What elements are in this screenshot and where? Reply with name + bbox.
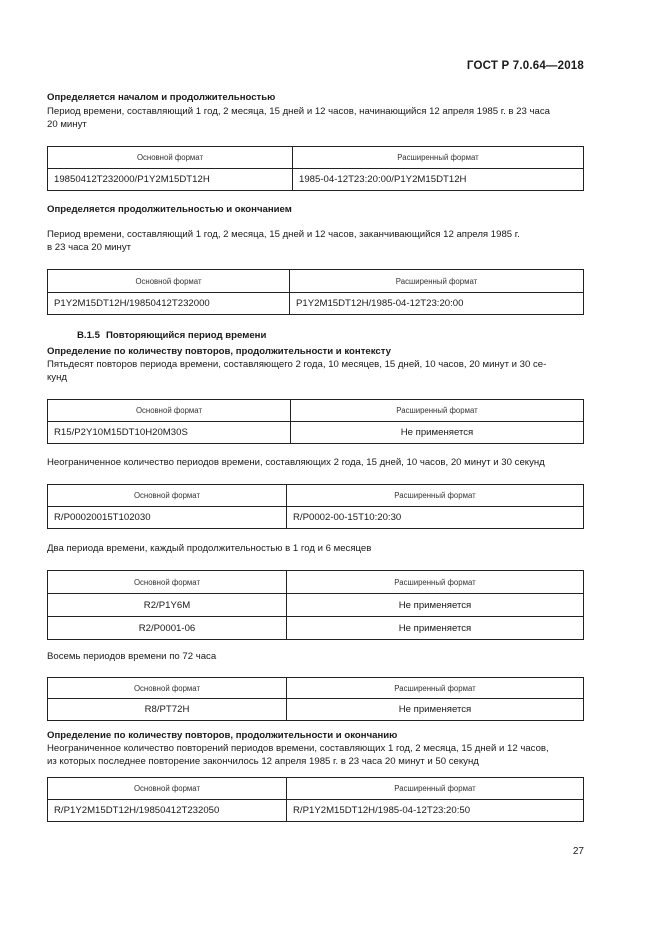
cell-extended: Не применяется bbox=[287, 699, 584, 721]
subsection-name: Повторяющийся период времени bbox=[105, 330, 267, 341]
section-heading-duration-end: Определяется продолжительностью и окончанием bbox=[47, 204, 292, 215]
paragraph-line: в 23 часа 20 минут bbox=[47, 242, 132, 253]
column-header-extended: Расширенный формат bbox=[291, 400, 584, 422]
paragraph-duration-end bbox=[47, 228, 587, 254]
paragraph-line: Неограниченное количество повторений периодов времени, составляющих 1 год, 2 месяца, 15 дней и 12 часов, bbox=[47, 743, 549, 754]
section-heading-repeats-context: Определение по количеству повторов, продолжительности и контексту bbox=[47, 346, 392, 357]
paragraph-line: 20 минут bbox=[47, 119, 87, 130]
table-eight-periods bbox=[47, 677, 584, 721]
column-header-basic: Основной формат bbox=[48, 571, 287, 594]
page-number: 27 bbox=[572, 846, 584, 857]
paragraph-repeats-end bbox=[47, 742, 587, 768]
column-header-basic: Основной формат bbox=[48, 400, 291, 422]
paragraph-two-periods: Два периода времени, каждый продолжительностью в 1 год и 6 месяцев bbox=[47, 543, 372, 554]
paragraph-start-duration bbox=[47, 105, 587, 131]
cell-extended: R/P0002-00-15T10:20:30 bbox=[287, 507, 584, 529]
cell-basic: 19850412T232000/P1Y2M15DT12H bbox=[48, 169, 293, 191]
cell-extended: 1985-04-12T23:20:00/P1Y2M15DT12H bbox=[293, 169, 584, 191]
paragraph-repeats-context bbox=[47, 358, 587, 384]
cell-basic: R/P00020015T102030 bbox=[48, 507, 287, 529]
paragraph-line: Период времени, составляющий 1 год, 2 месяца, 15 дней и 12 часов, начинающийся 12 апреля 1985 г. в 23 часа bbox=[47, 106, 550, 117]
table-duration-end bbox=[47, 269, 584, 315]
cell-basic: R2/P1Y6M bbox=[48, 594, 287, 617]
paragraph-line: из которых последнее повторение закончилось 12 апреля 1985 г. в 23 часа 20 минут и 50 секунд bbox=[47, 756, 479, 767]
cell-basic: R8/PT72H bbox=[48, 699, 287, 721]
cell-extended: Не применяется bbox=[287, 594, 584, 617]
section-heading-start-duration: Определяется началом и продолжительностью bbox=[47, 92, 276, 103]
cell-extended: Не применяется bbox=[287, 617, 584, 640]
table-two-periods bbox=[47, 570, 584, 640]
paragraph-line: кунд bbox=[47, 372, 67, 383]
cell-basic: R2/P0001-06 bbox=[48, 617, 287, 640]
paragraph-line: Период времени, составляющий 1 год, 2 месяца, 15 дней и 12 часов, заканчивающийся 12 апреля 1985 г. bbox=[47, 229, 520, 240]
document-standard: ГОСТ Р 7.0.64—2018 bbox=[466, 60, 584, 72]
cell-basic: R15/P2Y10M15DT10H20M30S bbox=[48, 422, 291, 444]
subsection-number: B.1.5 bbox=[77, 330, 100, 341]
cell-extended: P1Y2M15DT12H/1985-04-12T23:20:00 bbox=[290, 293, 584, 315]
column-header-basic: Основной формат bbox=[48, 147, 293, 169]
column-header-extended: Расширенный формат bbox=[287, 678, 584, 699]
column-header-basic: Основной формат bbox=[48, 678, 287, 699]
column-header-extended: Расширенный формат bbox=[290, 270, 584, 293]
column-header-basic: Основной формат bbox=[48, 778, 287, 800]
cell-extended: R/P1Y2M15DT12H/1985-04-12T23:20:50 bbox=[287, 800, 584, 822]
column-header-extended: Расширенный формат bbox=[287, 571, 584, 594]
paragraph-eight-periods: Восемь периодов времени по 72 часа bbox=[47, 651, 217, 662]
section-heading-repeats-end: Определение по количеству повторов, продолжительности и окончанию bbox=[47, 730, 398, 741]
column-header-extended: Расширенный формат bbox=[293, 147, 584, 169]
column-header-basic: Основной формат bbox=[48, 270, 290, 293]
column-header-extended: Расширенный формат bbox=[287, 485, 584, 507]
table-unlimited-periods bbox=[47, 484, 584, 529]
paragraph-unlimited-periods: Неограниченное количество периодов времени, составляющих 2 года, 15 дней, 10 часов, 20 минут и 30 секунд bbox=[47, 457, 545, 468]
column-header-extended: Расширенный формат bbox=[287, 778, 584, 800]
cell-extended: Не применяется bbox=[291, 422, 584, 444]
cell-basic: R/P1Y2M15DT12H/19850412T232050 bbox=[48, 800, 287, 822]
subsection-title bbox=[77, 330, 266, 341]
table-repeats-end bbox=[47, 777, 584, 822]
paragraph-line: Пятьдесят повторов периода времени, составляющего 2 года, 10 месяцев, 15 дней, 10 часов, 20 минут и 30 се- bbox=[47, 359, 547, 370]
column-header-basic: Основной формат bbox=[48, 485, 287, 507]
table-start-duration bbox=[47, 146, 584, 191]
cell-basic: P1Y2M15DT12H/19850412T232000 bbox=[48, 293, 290, 315]
table-repeats-context bbox=[47, 399, 584, 444]
